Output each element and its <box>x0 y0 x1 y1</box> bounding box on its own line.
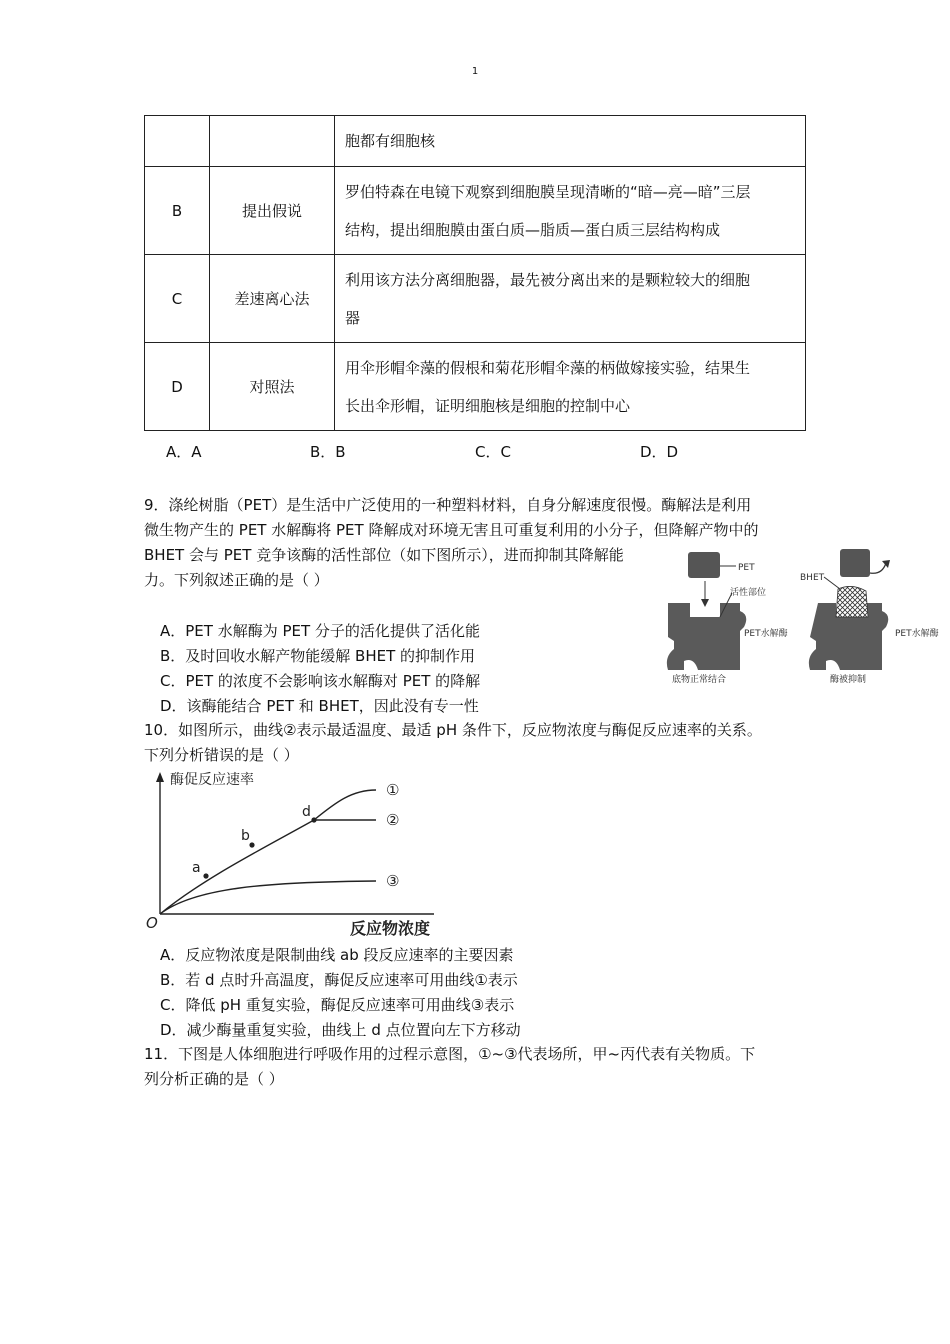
q8-table <box>144 115 806 431</box>
q10-option-d[interactable]: D．减少酶量重复实验，曲线上 d 点位置向左下方移动 <box>160 1021 521 1039</box>
q9-option-c[interactable]: C．PET 的浓度不会影响该水解酶对 PET 的降解 <box>160 672 481 690</box>
pet-substrate <box>688 552 720 578</box>
q10-option-a[interactable]: A．反应物浓度是限制曲线 ab 段反应速率的主要因素 <box>160 946 514 964</box>
q11-stem: 11．下图是人体细胞进行呼吸作用的过程示意图，①~③代表场所，甲~丙代表有关物质。下 列分析正确的是（ ） <box>144 1045 756 1088</box>
point-d <box>311 817 316 822</box>
row-letter: B <box>145 167 210 255</box>
series-1-label: ① <box>386 781 400 799</box>
table-row <box>145 255 806 343</box>
table-row <box>145 343 806 431</box>
label-enzyme-left: PET水解酶 <box>744 629 788 639</box>
origin-label: O <box>146 914 158 932</box>
point-a <box>203 873 208 878</box>
pet-substrate-right <box>840 549 870 577</box>
q10-stem: 10．如图所示，曲线②表示最适温度、最适 pH 条件下，反应物浓度与酶促反应速率的关系。 下列分析错误的是（ ） <box>144 721 762 764</box>
row-letter: C <box>145 255 210 343</box>
page-number: 1 <box>471 66 479 77</box>
caption-left: 底物正常结合 <box>672 675 727 685</box>
point-b <box>249 842 254 847</box>
row-description: 胞都有细胞核 <box>335 116 806 167</box>
x-axis-label: 反应物浓度 <box>350 919 431 938</box>
row-description: 罗伯特森在电镜下观察到细胞膜呈现清晰的“暗—亮—暗”三层 结构，提出细胞膜由蛋白质—脂质—蛋白质三层结构构成 <box>335 167 806 255</box>
series-3-label: ③ <box>386 872 400 890</box>
table-row <box>145 116 806 167</box>
y-axis-label: 酶促反应速率 <box>170 772 254 788</box>
row-method: 对照法 <box>210 343 335 431</box>
caption-right: 酶被抑制 <box>830 675 867 685</box>
q8-option-d[interactable]: D．D <box>640 443 679 461</box>
curve-1 <box>314 790 376 820</box>
series-2-label: ② <box>386 811 400 829</box>
table-row <box>145 167 806 255</box>
row-letter: D <box>145 343 210 431</box>
q8-option-a[interactable]: A．A <box>166 443 202 461</box>
row-description: 用伞形帽伞藻的假根和菊花形帽伞藻的柄做嫁接实验，结果生 长出伞形帽，证明细胞核是细胞的控制中心 <box>335 343 806 431</box>
row-method <box>210 116 335 167</box>
bhet-molecule <box>836 586 868 617</box>
point-a-label: a <box>192 860 201 876</box>
label-enzyme-right: PET水解酶 <box>895 629 939 639</box>
q9-option-b[interactable]: B．及时回收水解产物能缓解 BHET 的抑制作用 <box>160 647 476 665</box>
point-d-label: d <box>302 804 311 820</box>
y-axis-arrow <box>156 772 164 782</box>
label-bhet: BHET <box>800 573 825 583</box>
row-method: 提出假说 <box>210 167 335 255</box>
row-letter <box>145 116 210 167</box>
curve-3 <box>160 881 376 914</box>
q9-stem: 9．涤纶树脂（PET）是生活中广泛使用的一种塑料材料，自身分解速度很慢。酶解法是利用 微生物产生的 PET 水解酶将 PET 降解成对环境无害且可重复利用的小分子，但降解产物中的 BHET 会与 PET 竞争该酶的活性部位（如下图所示），进而抑制其降解能 力。下列叙述正确的是（ ） <box>144 496 759 589</box>
label-pet: PET <box>738 563 755 573</box>
q9-option-a[interactable]: A．PET 水解酶为 PET 分子的活化提供了活化能 <box>160 622 480 640</box>
row-description: 利用该方法分离细胞器，最先被分离出来的是颗粒较大的细胞 器 <box>335 255 806 343</box>
q8-option-b[interactable]: B．B <box>310 443 346 461</box>
q8-option-c[interactable]: C．C <box>475 443 511 461</box>
q9-figure <box>660 545 950 690</box>
q10-option-c[interactable]: C．降低 pH 重复实验，酶促反应速率可用曲线③表示 <box>160 996 515 1014</box>
enzyme-left <box>667 603 746 670</box>
q10-option-b[interactable]: B．若 d 点时升高温度，酶促反应速率可用曲线①表示 <box>160 971 518 989</box>
q10-chart <box>144 768 464 940</box>
row-method: 差速离心法 <box>210 255 335 343</box>
q9-option-d[interactable]: D．该酶能结合 PET 和 BHET，因此没有专一性 <box>160 697 479 715</box>
label-active-site: 活性部位 <box>730 588 767 598</box>
point-b-label: b <box>241 828 250 844</box>
